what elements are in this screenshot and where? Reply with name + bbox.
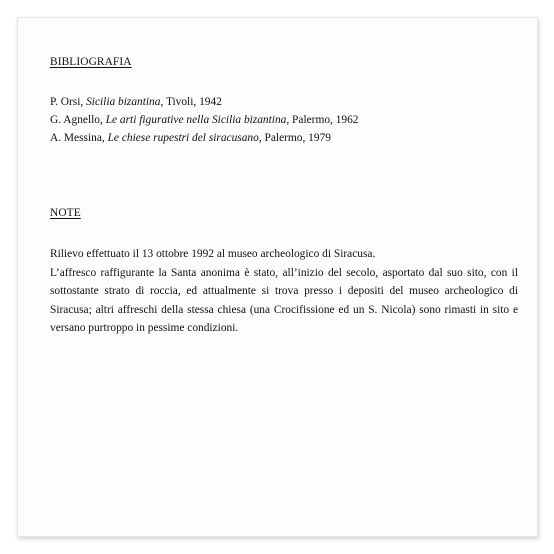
entry-author: G. Agnello, [50,114,106,126]
entry-publication: , Palermo, 1979 [258,132,331,144]
entry-title: Le arti figurative nella Sicilia bizantina [105,114,287,126]
document-page [17,17,538,537]
bibliography-entry [50,111,359,129]
entry-author: P. Orsi, [50,96,87,108]
entry-title: Sicilia bizantina [86,96,161,108]
entry-publication: , Palermo, 1962 [286,114,359,126]
entry-title: Le chiese rupestri del siracusano [107,132,259,144]
bibliography-list [50,93,359,147]
bibliography-heading: BIBLIOGRAFIA [50,56,132,68]
bibliography-entry [50,129,359,147]
notes-heading: NOTE [50,207,81,219]
notes-body [50,245,518,338]
bibliography-entry [50,93,359,111]
note-paragraph: L’affresco raffigurante la Santa anonima è stato, all’inizio del secolo, asportato dal suo sito, con il sottostante strato di roccia, ed attualmente si trova presso i depositi del museo archeologico di Siracusa; altri affreschi della stessa chiesa (una Crocifissione ed un S. Nicola) sono rimasti in sito e versano purtroppo in pessime condizioni. [50,266,518,334]
entry-author: A. Messina, [50,132,108,144]
note-survey-line: Rilievo effettuato il 13 ottobre 1992 al museo archeologico di Siracusa. [50,248,376,260]
entry-publication: , Tivoli, 1942 [160,96,222,108]
